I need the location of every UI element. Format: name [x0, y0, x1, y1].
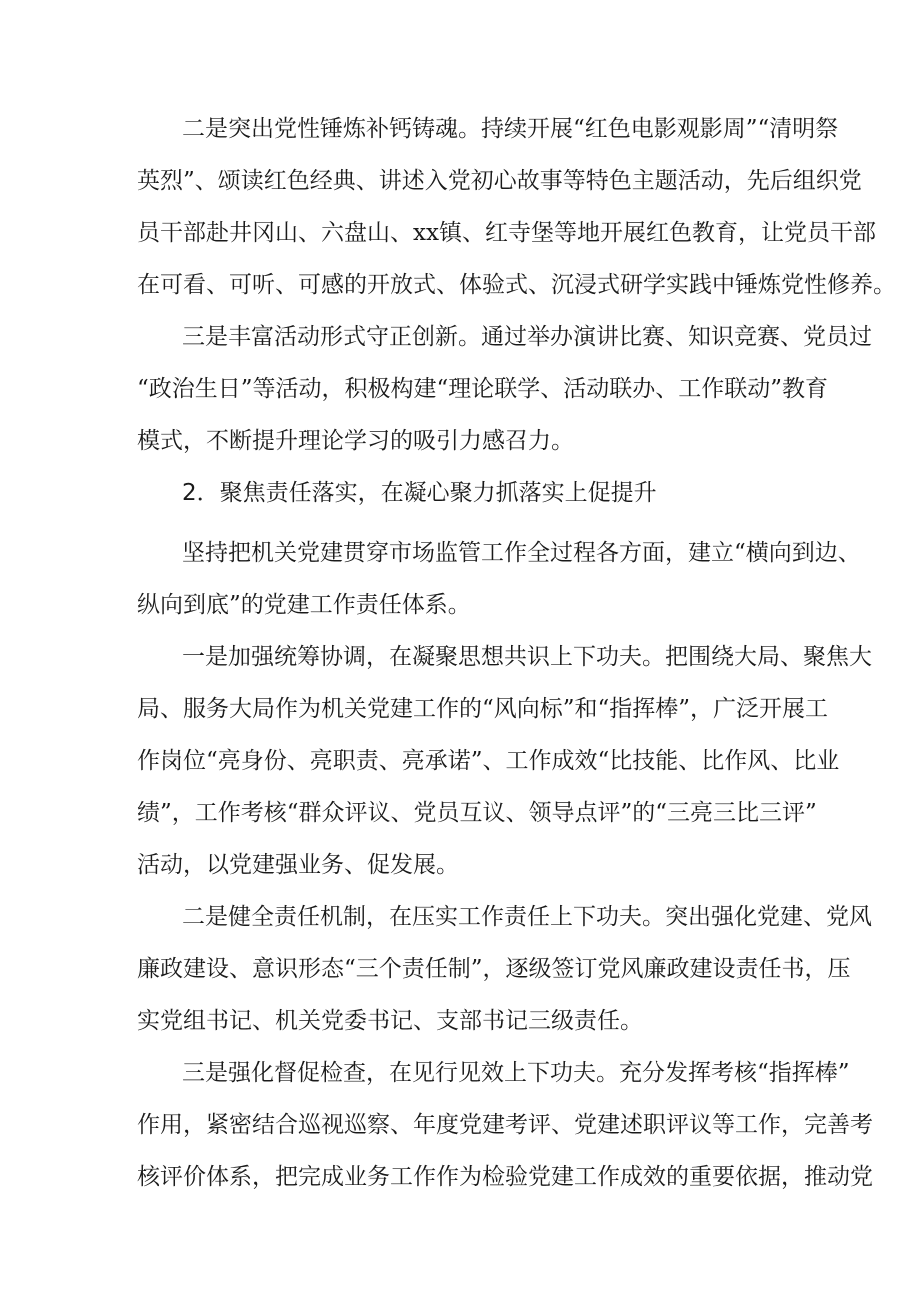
- paragraph-6-line-3: 核评价体系，把完成业务工作作为检验党建工作成效的重要依据，推动党: [137, 1164, 873, 1190]
- paragraph-1-line-2: 英烈”、颂读红色经典、讲述入党初心故事等特色主题活动，先后组织党: [137, 168, 862, 194]
- paragraph-1-line-4: 在可看、可听、可感的开放式、体验式、沉浸式研学实践中锤炼党性修养。: [137, 272, 896, 298]
- section-heading: 2．聚焦责任落实，在凝心聚力抓落实上促提升: [182, 480, 657, 506]
- paragraph-4-line-3: 作岗位“亮身份、亮职责、亮承诺”、工作成效“比技能、比作风、比业: [137, 748, 840, 774]
- paragraph-4-line-5: 活动，以党建强业务、促发展。: [137, 852, 459, 878]
- paragraph-3-line-1: 坚持把机关党建贯穿市场监管工作全过程各方面，建立“横向到边、: [182, 540, 861, 566]
- paragraph-3-line-2: 纵向到底”的党建工作责任体系。: [137, 592, 471, 618]
- paragraph-1-line-3: 员干部赴井冈山、六盘山、xx镇、红寺堡等地开展红色教育，让党员干部: [137, 220, 876, 246]
- paragraph-1-line-1: 二是突出党性锤炼补钙铸魂。持续开展“红色电影观影周”“清明祭: [182, 116, 839, 142]
- paragraph-5-line-2: 廉政建设、意识形态“三个责任制”，逐级签订党风廉政建设责任书，压: [137, 956, 851, 982]
- paragraph-5-line-3: 实党组书记、机关党委书记、支部书记三级责任。: [137, 1008, 643, 1034]
- paragraph-5-line-1: 二是健全责任机制，在压实工作责任上下功夫。突出强化党建、党风: [182, 904, 872, 930]
- paragraph-2-line-2: “政治生日”等活动，积极构建“理论联学、活动联办、工作联动”教育: [137, 376, 829, 402]
- paragraph-4-line-2: 局、服务大局作为机关党建工作的“风向标”和“指挥棒”，广泛开展工: [137, 696, 829, 722]
- paragraph-2-line-3: 模式，不断提升理论学习的吸引力感召力。: [137, 428, 574, 454]
- paragraph-4-line-4: 绩”，工作考核“群众评议、党员互议、领导点评”的“三亮三比三评”: [137, 800, 817, 826]
- paragraph-6-line-2: 作用，紧密结合巡视巡察、年度党建考评、党建述职评议等工作，完善考: [137, 1112, 873, 1138]
- paragraph-4-line-1: 一是加强统筹协调，在凝聚思想共识上下功夫。把围绕大局、聚焦大: [182, 644, 872, 670]
- paragraph-6-line-1: 三是强化督促检查，在见行见效上下功夫。充分发挥考核“指挥棒”: [182, 1060, 850, 1086]
- paragraph-2-line-1: 三是丰富活动形式守正创新。通过举办演讲比赛、知识竞赛、党员过: [182, 324, 872, 350]
